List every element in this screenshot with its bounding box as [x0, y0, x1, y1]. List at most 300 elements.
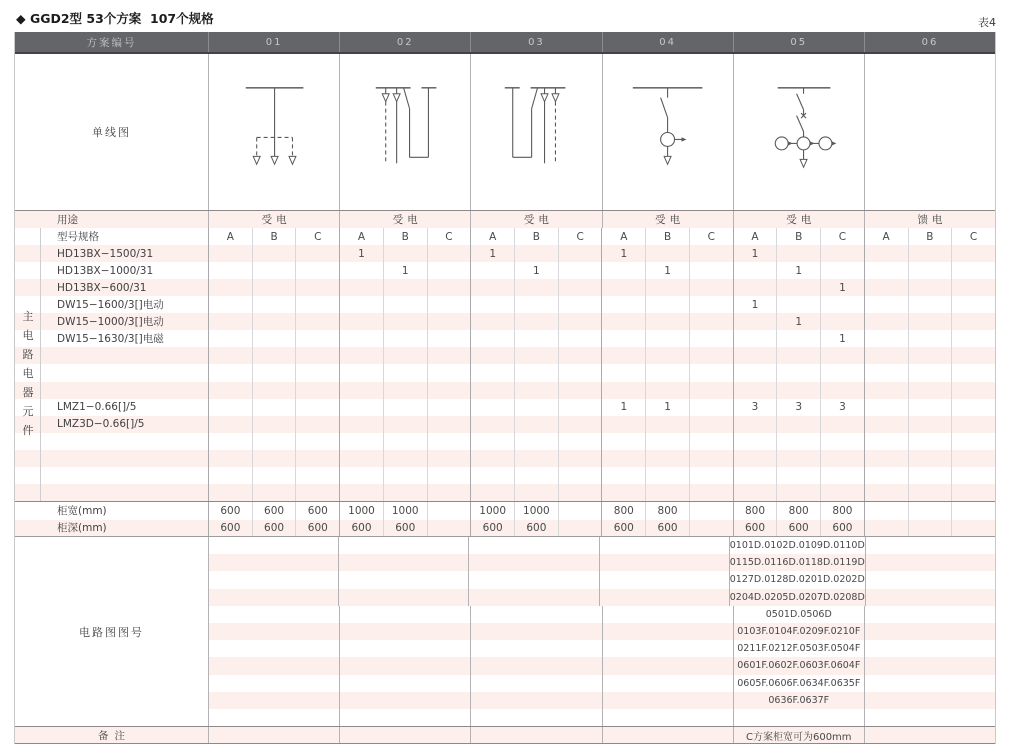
spec-count-cell — [295, 399, 339, 416]
circuit-number-row — [208, 623, 995, 640]
device-row — [15, 484, 995, 501]
cabinet-depth-label: 柜深(mm) — [57, 522, 107, 535]
spec-count-cell — [470, 416, 514, 433]
device-model-label: HD13BX−600/31 — [57, 281, 147, 294]
circuit-number-cell-scheme-02 — [338, 571, 468, 588]
spec-count-cell — [645, 347, 689, 364]
spec-count-cell — [689, 364, 733, 381]
usage-cell-scheme-04: 受电 — [602, 211, 733, 228]
cabinet-depth-cell — [689, 520, 733, 537]
device-label-cell — [15, 399, 208, 416]
scheme-spec-table — [14, 32, 996, 744]
device-row — [15, 347, 995, 364]
device-row — [15, 262, 995, 279]
circuit-number-cell-scheme-03 — [470, 640, 601, 657]
single-line-diagram-01 — [208, 54, 339, 210]
spec-count-cell — [820, 382, 864, 399]
device-model-label — [41, 347, 208, 364]
circuit-number-cell-scheme-03 — [470, 657, 601, 674]
spec-count-cell — [470, 330, 514, 347]
circuit-number-grid — [208, 537, 995, 726]
cabinet-width-cell: 1000 — [383, 502, 427, 520]
cabinet-depth-cell: 600 — [820, 520, 864, 537]
spec-header-row — [15, 228, 995, 245]
device-label-cell — [15, 330, 208, 347]
circuit-number-cell-scheme-05: 0211F.0212F.0503F.0504F — [733, 640, 864, 657]
spec-count-cell — [470, 313, 514, 330]
device-row — [15, 296, 995, 313]
spec-count-cell — [689, 262, 733, 279]
subcol-header-04-B: B — [645, 228, 689, 245]
cabinet-depth-cell: 600 — [295, 520, 339, 537]
subcol-header-06-B: B — [908, 228, 952, 245]
spec-count-cell — [864, 433, 908, 450]
spec-count-cell — [689, 450, 733, 467]
circuit-number-cell-scheme-04 — [602, 606, 733, 623]
cabinet-depth-cell — [864, 520, 908, 537]
circuit-number-cell-scheme-06 — [864, 623, 995, 640]
spec-count-cell — [776, 467, 820, 484]
spec-count-cell — [514, 364, 558, 381]
spec-count-cell — [427, 347, 471, 364]
cabinet-width-cell: 800 — [645, 502, 689, 520]
device-label-cell — [15, 364, 208, 381]
subcol-header-03-A: A — [470, 228, 514, 245]
circuit-number-cell-scheme-05: 0636F.0637F — [733, 692, 864, 709]
spec-count-cell — [864, 364, 908, 381]
spec-count-cell — [733, 330, 777, 347]
spec-count-cell — [689, 245, 733, 262]
device-label-cell — [15, 416, 208, 433]
side-label-char: 电 — [22, 328, 34, 342]
device-row — [15, 330, 995, 347]
spec-count-cell — [470, 399, 514, 416]
spec-count-cell — [645, 296, 689, 313]
spec-count-cell — [427, 484, 471, 501]
side-label-char: 电 — [22, 366, 34, 380]
circuit-number-cell-scheme-04 — [599, 554, 729, 571]
spec-count-cell — [733, 416, 777, 433]
device-label-cell — [15, 450, 208, 467]
spec-count-cell — [733, 262, 777, 279]
circuit-number-cell-scheme-06 — [865, 571, 995, 588]
spec-count-cell — [383, 416, 427, 433]
device-model-label — [41, 382, 208, 399]
spec-count-cell — [601, 382, 645, 399]
spec-count-cell — [951, 245, 995, 262]
circuit-number-cell-scheme-03 — [470, 675, 601, 692]
spec-count-cell — [558, 279, 602, 296]
spec-count-cell — [427, 364, 471, 381]
subcol-header-01-A: A — [208, 228, 252, 245]
spec-count-cell — [558, 450, 602, 467]
spec-count-cell — [339, 416, 383, 433]
circuit-number-cell-scheme-04 — [602, 657, 733, 674]
cabinet-width-cell — [689, 502, 733, 520]
spec-count-cell — [514, 433, 558, 450]
spec-count-cell — [776, 296, 820, 313]
device-label-cell — [15, 279, 208, 296]
circuit-number-cell-scheme-05: 0204D.0205D.0207D.0208D — [729, 589, 865, 606]
side-label-char: 件 — [22, 423, 34, 437]
spec-count-cell — [470, 262, 514, 279]
spec-count-cell — [427, 279, 471, 296]
circuit-number-cell-scheme-04 — [602, 675, 733, 692]
spec-count-cell — [558, 347, 602, 364]
spec-count-cell — [295, 450, 339, 467]
circuit-number-cell-scheme-01 — [208, 709, 339, 726]
spec-count-cell — [514, 450, 558, 467]
spec-count-cell — [252, 433, 296, 450]
single-line-diagram-06 — [864, 54, 995, 210]
spec-count-cell — [252, 279, 296, 296]
cabinet-width-cell: 800 — [776, 502, 820, 520]
spec-count-cell — [470, 279, 514, 296]
cabinet-depth-cell: 600 — [514, 520, 558, 537]
side-gutter — [15, 228, 41, 245]
spec-count-cell — [208, 399, 252, 416]
circuit-number-cell-scheme-01 — [208, 623, 339, 640]
device-model-label — [41, 484, 208, 501]
circuit-number-cell-scheme-03 — [468, 589, 598, 606]
spec-count-cell — [208, 433, 252, 450]
device-label-cell — [15, 296, 208, 313]
spec-count-cell — [470, 364, 514, 381]
spec-count-cell — [908, 347, 952, 364]
spec-count-cell — [252, 399, 296, 416]
spec-count-cell — [908, 364, 952, 381]
spec-count-cell — [558, 399, 602, 416]
spec-count-cell — [295, 330, 339, 347]
spec-count-cell — [252, 364, 296, 381]
spec-count-cell — [951, 433, 995, 450]
circuit-number-row — [208, 692, 995, 709]
spec-count-cell — [645, 484, 689, 501]
spec-count-cell — [427, 416, 471, 433]
circuit-number-cell-scheme-01 — [208, 606, 339, 623]
spec-count-cell — [208, 347, 252, 364]
device-row — [15, 313, 995, 330]
spec-count-cell — [908, 484, 952, 501]
circuit-number-cell-scheme-01 — [208, 571, 338, 588]
spec-count-cell — [864, 296, 908, 313]
circuit-number-cell-scheme-02 — [339, 606, 470, 623]
device-label-cell — [15, 433, 208, 450]
subcol-header-02-C: C — [427, 228, 471, 245]
spec-count-cell — [558, 416, 602, 433]
circuit-number-cell-scheme-02 — [339, 709, 470, 726]
cabinet-width-cell: 800 — [820, 502, 864, 520]
spec-count-cell — [208, 364, 252, 381]
spec-count-cell — [908, 245, 952, 262]
cabinet-width-cell — [558, 502, 602, 520]
spec-count-cell — [601, 262, 645, 279]
spec-count-cell — [864, 467, 908, 484]
header-scheme-05: 05 — [733, 32, 864, 52]
table-tag: 表4 — [978, 16, 996, 29]
device-label-cell — [15, 313, 208, 330]
circuit-number-cell-scheme-02 — [339, 640, 470, 657]
spec-count-cell — [951, 313, 995, 330]
spec-count-cell — [295, 296, 339, 313]
spec-count-cell: 1 — [470, 245, 514, 262]
spec-count-cell — [645, 382, 689, 399]
spec-count-cell — [427, 450, 471, 467]
device-model-label: DW15−1600/3[]电动 — [57, 299, 164, 312]
spec-count-cell — [776, 433, 820, 450]
device-label-cell — [15, 245, 208, 262]
spec-count-cell — [951, 484, 995, 501]
spec-count-cell — [689, 382, 733, 399]
spec-count-cell — [864, 416, 908, 433]
spec-count-cell — [252, 262, 296, 279]
circuit-number-cell-scheme-02 — [339, 623, 470, 640]
cabinet-width-cell: 800 — [601, 502, 645, 520]
spec-count-cell — [427, 296, 471, 313]
spec-count-cell — [208, 416, 252, 433]
spec-count-cell — [776, 245, 820, 262]
spec-count-cell — [514, 330, 558, 347]
spec-count-cell: 1 — [820, 330, 864, 347]
circuit-number-cell-scheme-03 — [468, 571, 598, 588]
spec-count-cell — [383, 347, 427, 364]
table-header-row — [15, 32, 995, 54]
subcol-header-06-C: C — [951, 228, 995, 245]
spec-count-cell — [908, 313, 952, 330]
side-label-char: 器 — [22, 385, 34, 399]
circuit-number-cell-scheme-06 — [864, 675, 995, 692]
spec-count-cell — [295, 262, 339, 279]
circuit-number-cell-scheme-06 — [865, 537, 995, 554]
diagram-02-svg — [340, 54, 470, 210]
spec-count-cell — [514, 416, 558, 433]
page-title: ◆ GGD2型 53个方案 107个规格 — [16, 11, 214, 26]
circuit-number-cell-scheme-06 — [865, 589, 995, 606]
spec-count-cell — [645, 416, 689, 433]
single-line-diagram-05 — [733, 54, 864, 210]
spec-count-cell — [252, 313, 296, 330]
spec-count-cell — [383, 399, 427, 416]
spec-count-cell — [820, 433, 864, 450]
side-label-char: 元 — [22, 404, 34, 418]
single-line-diagram-02 — [339, 54, 470, 210]
spec-header-label-cell — [15, 228, 208, 245]
device-model-label — [41, 433, 208, 450]
spec-count-cell — [864, 262, 908, 279]
cabinet-depth-cell — [427, 520, 471, 537]
cabinet-depth-cell: 600 — [252, 520, 296, 537]
remark-row — [15, 726, 995, 744]
circuit-number-cell-scheme-01 — [208, 589, 338, 606]
device-label-cell — [15, 382, 208, 399]
usage-cell-scheme-06: 馈电 — [864, 211, 995, 228]
subcol-header-03-C: C — [558, 228, 602, 245]
spec-count-cell — [558, 364, 602, 381]
spec-count-cell — [558, 313, 602, 330]
circuit-number-cell-scheme-02 — [339, 675, 470, 692]
spec-count-cell — [820, 262, 864, 279]
device-model-label: LMZ1−0.66[]/5 — [57, 401, 137, 414]
spec-count-cell — [558, 484, 602, 501]
circuit-number-cell-scheme-01 — [208, 675, 339, 692]
spec-count-cell — [820, 347, 864, 364]
spec-count-cell — [470, 296, 514, 313]
subcol-header-02-B: B — [383, 228, 427, 245]
spec-count-cell — [295, 382, 339, 399]
circuit-number-cell-scheme-05: 0501D.0506D — [733, 606, 864, 623]
spec-count-cell — [514, 382, 558, 399]
circuit-number-cell-scheme-05: 0101D.0102D.0109D.0110D — [729, 537, 865, 554]
spec-count-cell — [689, 313, 733, 330]
cabinet-width-cell — [951, 502, 995, 520]
spec-count-cell — [339, 484, 383, 501]
spec-count-cell — [820, 364, 864, 381]
spec-count-cell — [514, 245, 558, 262]
circuit-number-cell-scheme-04 — [599, 589, 729, 606]
device-model-label — [41, 364, 208, 381]
circuit-number-cell-scheme-04 — [602, 623, 733, 640]
cabinet-width-row — [15, 502, 995, 520]
spec-count-cell — [951, 364, 995, 381]
spec-count-cell — [252, 330, 296, 347]
spec-count-cell — [295, 347, 339, 364]
spec-count-cell — [427, 433, 471, 450]
cabinet-depth-cell — [558, 520, 602, 537]
spec-count-cell: 1 — [733, 296, 777, 313]
header-plan-number-label: 方案编号 — [86, 36, 137, 49]
subcol-header-05-C: C — [820, 228, 864, 245]
device-model-label: DW15−1630/3[]电磁 — [57, 333, 164, 346]
circuit-number-cell-scheme-06 — [864, 606, 995, 623]
spec-count-cell — [339, 382, 383, 399]
spec-count-cell — [601, 296, 645, 313]
circuit-number-cell-scheme-05: 0103F.0104F.0209F.0210F — [733, 623, 864, 640]
usage-cell-scheme-05: 受电 — [733, 211, 864, 228]
diagram-03-svg — [471, 54, 601, 210]
spec-count-cell — [864, 330, 908, 347]
subcol-header-06-A: A — [864, 228, 908, 245]
spec-count-cell — [908, 450, 952, 467]
circuit-number-cell-scheme-06 — [864, 709, 995, 726]
spec-count-cell — [427, 330, 471, 347]
subcol-header-04-C: C — [689, 228, 733, 245]
spec-count-cell — [339, 450, 383, 467]
usage-row — [15, 211, 995, 228]
spec-count-cell — [601, 450, 645, 467]
circuit-number-cell-scheme-03 — [470, 709, 601, 726]
spec-count-cell — [558, 262, 602, 279]
spec-count-cell — [601, 313, 645, 330]
cabinet-width-cell: 600 — [252, 502, 296, 520]
spec-count-cell — [427, 382, 471, 399]
spec-count-cell — [514, 296, 558, 313]
spec-count-cell — [252, 382, 296, 399]
usage-row-label: 用途 — [57, 214, 78, 226]
spec-count-cell — [951, 416, 995, 433]
header-scheme-06: 06 — [864, 32, 995, 52]
spec-count-cell — [558, 245, 602, 262]
spec-count-cell — [951, 450, 995, 467]
single-line-diagram-row — [15, 54, 995, 211]
cabinet-depth-cell: 600 — [470, 520, 514, 537]
spec-count-cell: 3 — [820, 399, 864, 416]
spec-count-cell — [427, 313, 471, 330]
spec-count-cell — [601, 364, 645, 381]
spec-count-cell — [645, 467, 689, 484]
spec-count-cell — [733, 467, 777, 484]
spec-count-cell — [864, 382, 908, 399]
spec-count-cell — [383, 364, 427, 381]
spec-count-cell — [820, 450, 864, 467]
circuit-number-row — [208, 709, 995, 726]
spec-header-label: 型号规格 — [57, 231, 99, 243]
cabinet-depth-cell — [908, 520, 952, 537]
circuit-number-row — [208, 554, 995, 571]
spec-count-cell — [776, 330, 820, 347]
header-scheme-03: 03 — [470, 32, 601, 52]
spec-count-cell — [908, 433, 952, 450]
device-row — [15, 382, 995, 399]
spec-count-cell: 1 — [776, 262, 820, 279]
remark-label: 备注 — [15, 727, 208, 743]
circuit-number-cell-scheme-01 — [208, 657, 339, 674]
spec-count-cell — [951, 467, 995, 484]
circuit-number-cell-scheme-04 — [599, 571, 729, 588]
spec-count-cell — [208, 313, 252, 330]
spec-count-cell — [383, 450, 427, 467]
single-line-diagram-04 — [602, 54, 733, 210]
spec-count-cell — [470, 467, 514, 484]
circuit-number-cell-scheme-06 — [864, 692, 995, 709]
device-label-cell — [15, 262, 208, 279]
spec-count-cell — [689, 330, 733, 347]
spec-count-cell — [776, 450, 820, 467]
spec-count-cell — [383, 433, 427, 450]
spec-count-cell — [339, 364, 383, 381]
spec-count-cell — [601, 279, 645, 296]
spec-count-cell — [951, 399, 995, 416]
cabinet-width-cell: 600 — [208, 502, 252, 520]
device-row — [15, 450, 995, 467]
cabinet-depth-cell: 600 — [601, 520, 645, 537]
spec-count-cell — [558, 330, 602, 347]
circuit-number-cell-scheme-02 — [338, 554, 468, 571]
circuit-number-cell-scheme-03 — [470, 623, 601, 640]
device-label-cell — [15, 484, 208, 501]
device-model-label — [41, 450, 208, 467]
spec-count-cell — [776, 416, 820, 433]
spec-count-cell: 1 — [601, 245, 645, 262]
usage-cell-scheme-03: 受电 — [470, 211, 601, 228]
spec-count-cell — [295, 364, 339, 381]
circuit-number-cell-scheme-02 — [339, 692, 470, 709]
remark-cell-scheme-05: C方案柜宽可为600mm — [733, 727, 864, 743]
cabinet-width-label: 柜宽(mm) — [57, 505, 107, 518]
circuit-number-row — [208, 675, 995, 692]
device-model-label: HD13BX−1000/31 — [57, 264, 154, 277]
cabinet-depth-cell: 600 — [733, 520, 777, 537]
circuit-number-cell-scheme-02 — [339, 657, 470, 674]
spec-count-cell — [339, 467, 383, 484]
header-scheme-01: 01 — [208, 32, 339, 52]
spec-count-cell — [733, 313, 777, 330]
circuit-section-label: 电路图图号 — [79, 625, 144, 639]
spec-count-cell — [339, 279, 383, 296]
spec-count-cell — [208, 296, 252, 313]
spec-count-cell — [208, 262, 252, 279]
spec-count-cell — [908, 262, 952, 279]
cabinet-depth-cell — [951, 520, 995, 537]
